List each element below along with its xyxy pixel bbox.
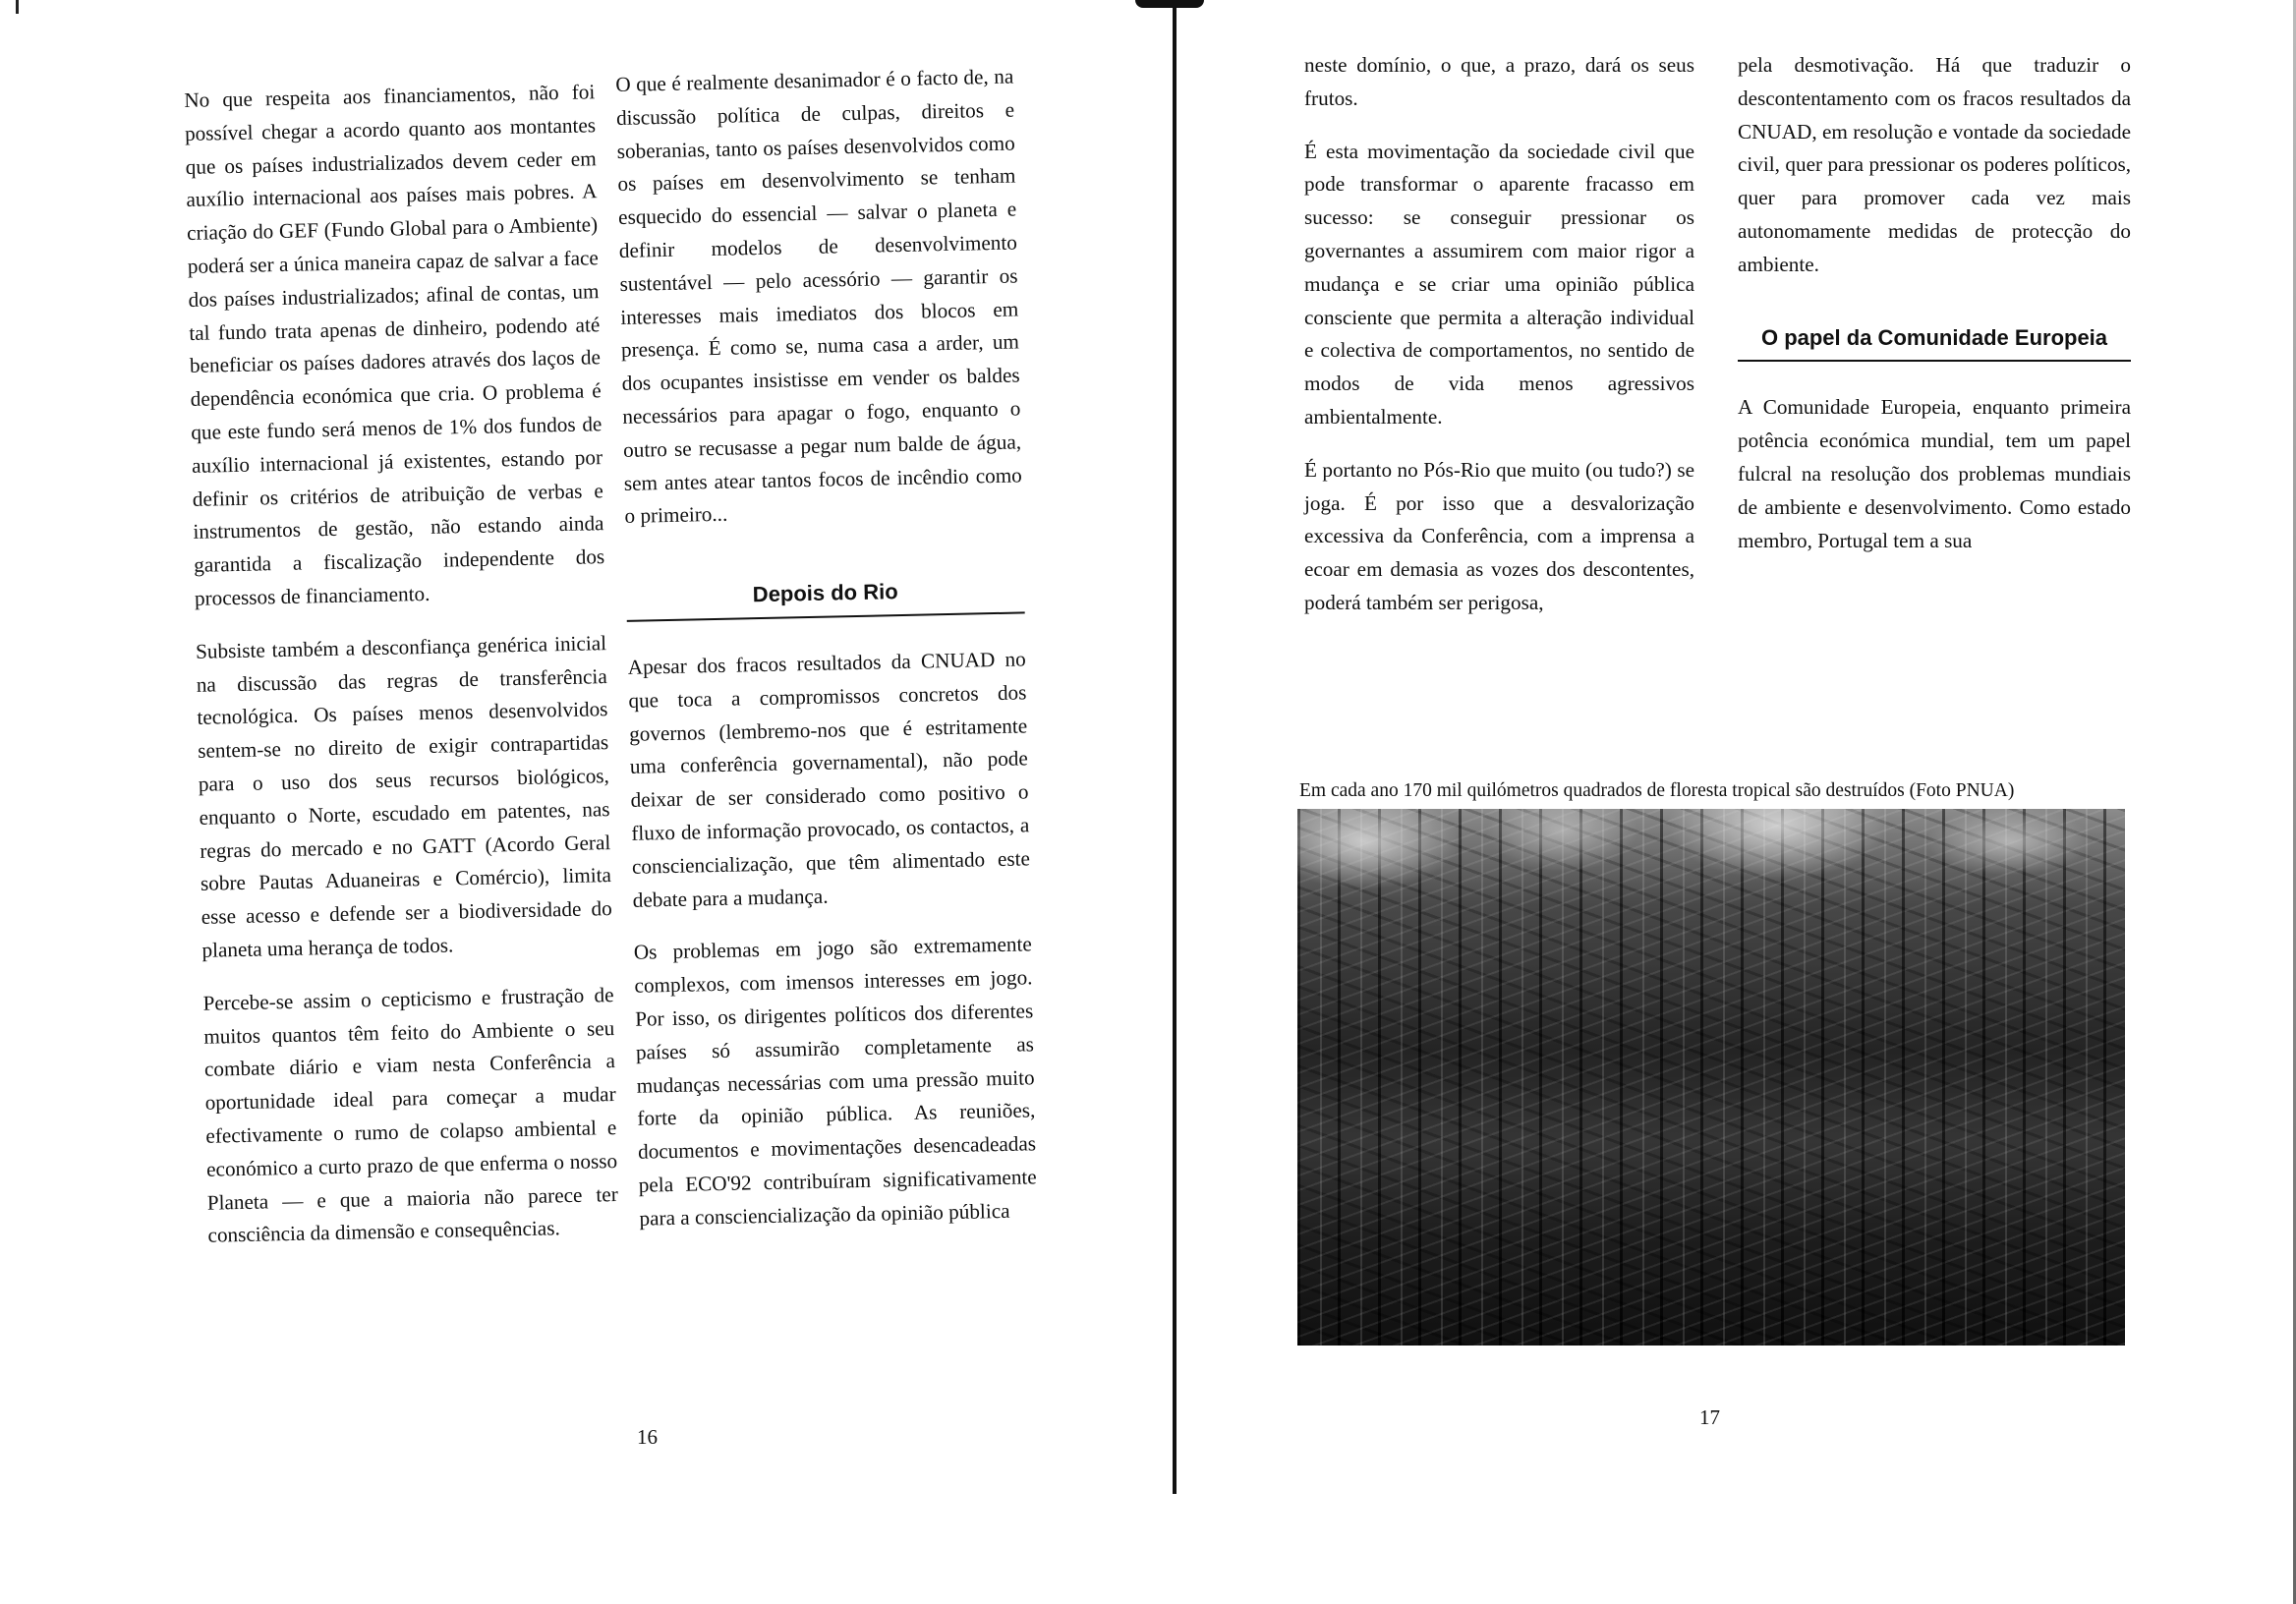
rainforest-photo bbox=[1297, 809, 2125, 1346]
paragraph: O que é realmente desanimador é o facto de, na discussão política de culpas, direitos e soberanias, tanto os países desenvolvidos como os países em desenvolvimento se tenham esquecido do essencial — salvar o planeta e definir modelos de desenvolvimento sustentável — pelo acessório — garantir os interesses mais imediatos dos blocos em presença. É como se, numa casa a arder, um dos ocupantes insistisse em vender os baldes necessários para apagar o fogo, enquanto o outro se recusasse a pegar num balde de água, sem antes atear tantos focos de incêndio como o primeiro... bbox=[615, 64, 1022, 529]
paragraph: pela desmotivação. Há que traduzir o descontentamento com os fracos resultados da CNUAD, em resolução e vontade da sociedade civil, quer para pressionar os poderes políticos, quer para promover cada vez mais autonomamente medidas de protecção do ambiente. bbox=[1738, 53, 2131, 276]
right-page-column-2 bbox=[1738, 49, 2131, 577]
paragraph: É esta movimentação da sociedade civil que pode transformar o aparente fracasso em sucesso: se conseguir pressionar os governantes a assumirem com maior rigor a mudança e se criar uma opinião pública consciente que permita a alteração individual e colectiva de comportamentos, no sentido de modos de vida menos agressivos ambientalmente. bbox=[1304, 139, 1694, 429]
paragraph: No que respeita aos financiamentos, não foi possível chegar a acordo quanto aos montantes que os países industrializados devem ceder em auxílio internacional aos países mais pobres. A criação do GEF (Fundo Global para o Ambiente) poderá ser a única maneira capaz de salvar a face dos países industrializados; afinal de contas, um tal fundo trata apenas de dinheiro, podendo até beneficiar os países dadores através dos laços de dependência económica que cria. O problema é que este fundo será menos de 1% dos fundos de auxílio internacional já existentes, estando por definir os critérios de atribuição de verbas e instrumentos de gestão, não estando ainda garantida a fiscalização independente dos processos de financiamento. bbox=[184, 80, 605, 610]
paragraph: Apesar dos fracos resultados da CNUAD no que toca a compromissos concretos dos governos (lembremo-nos que é estritamente uma conferência governamental), não pode deixar de ser considerado como positivo o fluxo de informação provocado, os contactos, a consciencialização, que têm alimentado este debate para a mudança. bbox=[627, 647, 1031, 912]
paragraph: A Comunidade Europeia, enquanto primeira potência económica mundial, tem um papel fulcral na resolução dos problemas mundiais de ambiente e desenvolvimento. Como estado membro, Portugal tem a sua bbox=[1738, 395, 2131, 552]
paragraph: É portanto no Pós-Rio que muito (ou tudo?) se joga. É por isso que a desvalorização excessiva da Conferência, com a imprensa a ecoar em demasia as vozes dos descontentes, poderá também ser perigosa, bbox=[1304, 457, 1694, 614]
paragraph: Percebe-se assim o cepticismo e frustração de muitos quantos têm feito do Ambiente o seu combate diário e viam nesta Conferência a oportunidade ideal para começar a mudar efectivamente o rumo de colapso ambiental e económico a curto prazo de que enferma o nosso Planeta — e que a maioria não parece ter consciência da dimensão e consequências. bbox=[202, 982, 618, 1248]
left-page-column-2 bbox=[615, 61, 1038, 1256]
page-number-left: 16 bbox=[637, 1425, 658, 1449]
section-heading-comunidade-europeia: O papel da Comunidade Europeia bbox=[1738, 321, 2131, 363]
paragraph: Subsiste também a desconfiança genérica inicial na discussão das regras de transferência tecnológica. Os países menos desenvolvidos sentem-se no direito de exigir contrapartidas para o uso dos seus recursos biológicos, enquanto o Norte, escudado em patentes, nas regras do mercado e no GATT (Acordo Geral sobre Pautas Aduaneiras e Comércio), limita esse acesso e defende ser a biodiversidade do planeta uma herança de todos. bbox=[195, 630, 612, 962]
book-gutter bbox=[1173, 0, 1177, 1494]
page-number-right: 17 bbox=[1699, 1405, 1720, 1429]
paragraph: neste domínio, o que, a prazo, dará os seus frutos. bbox=[1304, 53, 1694, 110]
paragraph: Os problemas em jogo são extremamente complexos, com imensos interesses em jogo. Por isso, os dirigentes políticos dos diferentes países só assumirão completamente as mudanças necessárias com uma pressão muito forte da opinião pública. As reuniões, documentos e movimentações desencadeadas pela ECO'92 contribuíram significativamente para a consciencialização da opinião pública bbox=[633, 932, 1037, 1231]
binding-shadow-top bbox=[1135, 0, 1204, 8]
photo-caption: Em cada ano 170 mil quilómetros quadrados de floresta tropical são destruídos (Foto PNUA) bbox=[1299, 780, 2015, 801]
right-page-column-1 bbox=[1304, 49, 1694, 640]
left-page-column-1 bbox=[184, 76, 619, 1273]
scan-mark bbox=[16, 0, 19, 14]
section-heading-depois-do-rio: Depois do Rio bbox=[626, 573, 1025, 622]
